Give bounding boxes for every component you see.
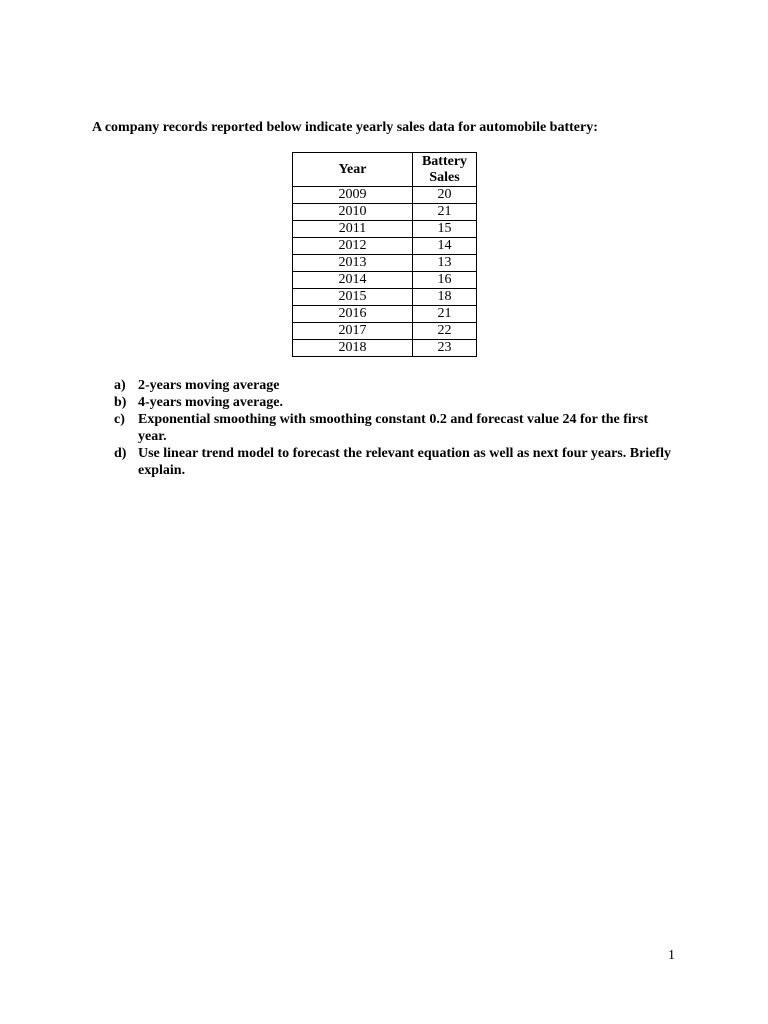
cell-sales: 22: [413, 323, 477, 340]
cell-year: 2017: [293, 323, 413, 340]
cell-year: 2016: [293, 306, 413, 323]
cell-sales: 20: [413, 187, 477, 204]
question-list: [114, 377, 674, 479]
cell-sales: 14: [413, 238, 477, 255]
list-item: [114, 377, 674, 394]
cell-year: 2015: [293, 289, 413, 306]
list-item: [114, 445, 674, 479]
table-row: [293, 323, 477, 340]
question-text: 2-years moving average: [138, 378, 280, 393]
header-battery-sales: Battery Sales: [413, 153, 477, 187]
table-row: [293, 306, 477, 323]
list-marker: a): [114, 378, 126, 393]
list-item: [114, 411, 674, 445]
question-text: Exponential smoothing with smoothing constant 0.2 and forecast value 24 for the first year.: [138, 412, 649, 444]
cell-sales: 23: [413, 340, 477, 357]
list-marker: b): [114, 395, 127, 410]
cell-sales: 21: [413, 204, 477, 221]
table-header-row: [293, 153, 477, 187]
cell-sales: 18: [413, 289, 477, 306]
cell-sales: 21: [413, 306, 477, 323]
question-text: 4-years moving average.: [138, 395, 284, 410]
list-item: [114, 394, 674, 411]
table-row: [293, 221, 477, 238]
header-year: Year: [293, 153, 413, 187]
list-marker: c): [114, 412, 125, 427]
cell-year: 2009: [293, 187, 413, 204]
table-row: [293, 238, 477, 255]
sales-table: [292, 152, 477, 357]
cell-year: 2010: [293, 204, 413, 221]
cell-sales: 16: [413, 272, 477, 289]
cell-year: 2011: [293, 221, 413, 238]
table-row: [293, 340, 477, 357]
cell-year: 2012: [293, 238, 413, 255]
cell-year: 2018: [293, 340, 413, 357]
table-row: [293, 289, 477, 306]
table-row: [293, 255, 477, 272]
cell-sales: 13: [413, 255, 477, 272]
table-row: [293, 204, 477, 221]
page-number: 1: [668, 948, 675, 963]
table-row: [293, 272, 477, 289]
cell-year: 2013: [293, 255, 413, 272]
list-marker: d): [114, 446, 127, 461]
table-row: [293, 187, 477, 204]
question-text: Use linear trend model to forecast the relevant equation as well as next four years. Briefly explain.: [138, 446, 671, 478]
intro-text: A company records reported below indicate yearly sales data for automobile battery:: [92, 120, 598, 135]
cell-sales: 15: [413, 221, 477, 238]
cell-year: 2014: [293, 272, 413, 289]
